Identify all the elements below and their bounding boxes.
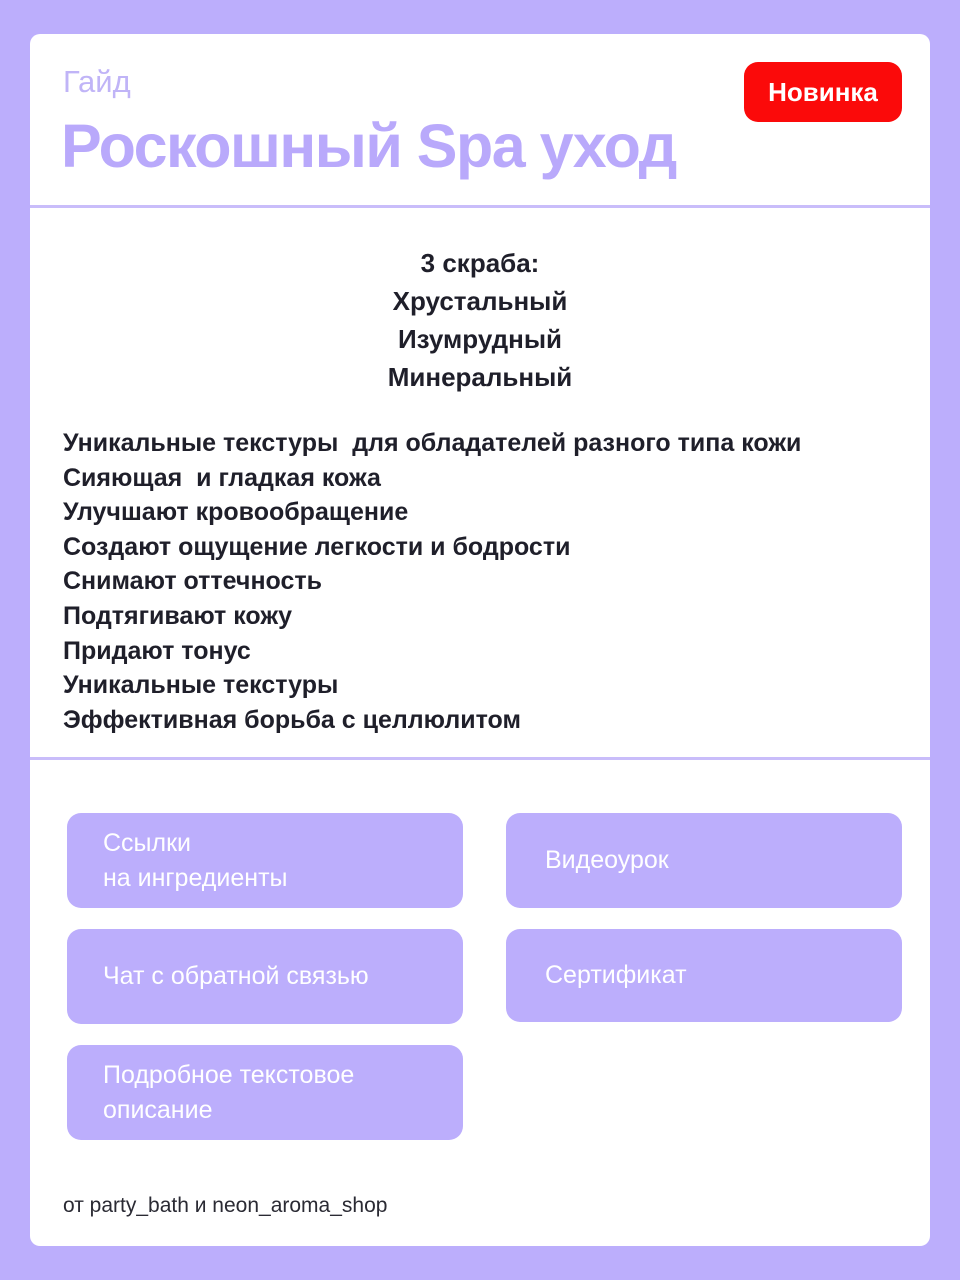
benefit-item: Сияющая и гладкая кожа [63,463,381,492]
benefit-item: Придают тонус [63,636,251,665]
benefit-item: Уникальные текстуры для обладателей разного типа кожи [63,429,802,457]
guide-card [30,34,930,1246]
page-title: Роскошный Spa уход [61,112,676,180]
feedback-chat-label: Чат с обратной связью [103,962,369,990]
new-badge: Новинка [744,62,902,122]
scrubs-block [30,244,930,396]
ingredients-links-label-line1: Ссылки [103,828,192,857]
header-divider [30,205,930,208]
feedback-chat-button[interactable] [67,929,463,1024]
benefits-list [63,426,801,737]
benefit-item: Снимают оттечность [63,567,322,596]
guide-label: Гайд [63,64,131,99]
benefit-item: Подтягивают кожу [63,601,293,630]
video-lesson-button[interactable] [506,813,902,908]
certificate-button[interactable] [506,929,902,1022]
benefit-item: Эффективная борьба с целлюлитом [63,705,521,734]
benefit-item: Создают ощущение легкости и бодрости [63,532,571,561]
scrub-item: Минеральный [387,362,573,392]
scrub-item: Изумрудный [397,324,563,354]
scrubs-heading: 3 скраба: [420,248,540,278]
footer-credit: от party_bath и neon_aroma_shop [63,1194,388,1217]
certificate-label: Сертификат [545,961,687,989]
header [30,34,930,206]
video-lesson-label: Видеоурок [545,846,669,874]
ingredients-links-button[interactable] [67,813,463,908]
scrub-item: Хрустальный [392,286,568,316]
benefit-item: Уникальные текстуры [63,671,339,700]
text-description-label-line2: описание [103,1095,213,1124]
text-description-button[interactable] [67,1045,463,1140]
content-divider [30,757,930,760]
text-description-label-line1: Подробное текстовое [103,1060,355,1089]
benefit-item: Улучшают кровообращение [63,498,409,527]
ingredients-links-label-line2: на ингредиенты [103,863,288,892]
